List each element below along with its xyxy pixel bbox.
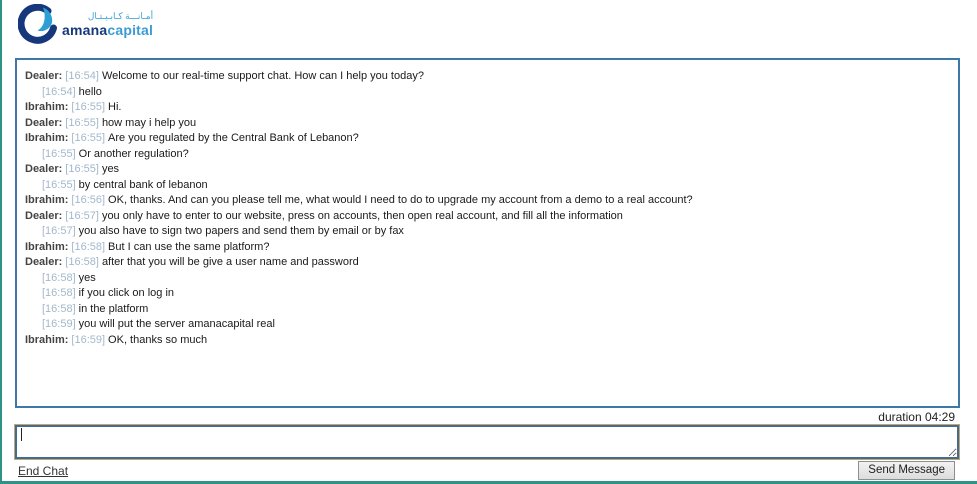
chat-message-line	[42, 224, 950, 240]
end-chat-link[interactable]: End Chat	[18, 464, 69, 478]
message-sender: Ibrahim:	[25, 240, 69, 253]
chat-message-line	[42, 317, 950, 333]
message-text: if you click on log in	[78, 287, 175, 299]
message-timestamp: [16:58]	[42, 287, 76, 299]
chat-message-line	[42, 286, 950, 302]
chat-duration: duration 04:29	[878, 410, 955, 424]
message-timestamp: [16:55]	[42, 178, 76, 191]
message-timestamp: [16:58]	[42, 302, 76, 315]
message-text: you only have to enter to our website, press on accounts, then open real account, and fill all the information	[101, 209, 623, 222]
message-sender: Ibrahim:	[25, 194, 69, 206]
chat-message-line	[25, 131, 950, 147]
chat-message-line	[42, 85, 950, 101]
chat-message-line	[25, 209, 950, 225]
logo-text	[62, 12, 153, 37]
message-timestamp: [16:55]	[65, 163, 99, 175]
message-text: you will put the server amanacapital real	[78, 318, 275, 330]
amana-capital-logo-icon	[18, 4, 58, 44]
message-timestamp: [16:58]	[65, 256, 99, 268]
chat-message-line	[42, 302, 950, 318]
message-text: you also have to sign two papers and send them by email or by fax	[78, 225, 404, 237]
chat-message-line	[25, 162, 950, 178]
message-text: in the platform	[78, 302, 149, 315]
message-text: by central bank of lebanon	[78, 178, 208, 191]
message-timestamp: [16:55]	[42, 147, 76, 160]
chat-log[interactable]	[15, 58, 960, 408]
message-sender: Dealer:	[25, 116, 63, 129]
message-timestamp: [16:55]	[71, 132, 106, 144]
message-sender: Ibrahim:	[25, 132, 69, 144]
message-sender: Dealer:	[25, 209, 63, 222]
message-text: Or another regulation?	[78, 147, 189, 160]
message-timestamp: [16:55]	[71, 101, 106, 113]
chat-message-line	[25, 240, 950, 256]
message-sender: Dealer:	[25, 70, 63, 82]
message-sender: Ibrahim:	[25, 101, 69, 113]
message-timestamp: [16:54]	[65, 70, 99, 82]
chat-message-line	[42, 178, 950, 194]
chat-message-line	[25, 333, 950, 349]
logo-latin-text	[62, 23, 153, 37]
message-timestamp: [16:54]	[42, 85, 76, 98]
message-sender: Dealer:	[25, 256, 63, 268]
message-sender: Dealer:	[25, 163, 63, 175]
logo-brand-primary: amana	[62, 21, 108, 38]
message-timestamp: [16:55]	[65, 116, 99, 129]
header	[18, 4, 153, 44]
message-input[interactable]	[15, 425, 959, 459]
message-timestamp: [16:56]	[71, 194, 106, 206]
chat-message-line	[42, 271, 950, 287]
chat-message-line	[25, 69, 950, 85]
message-timestamp: [16:59]	[42, 318, 76, 330]
message-text: yes	[78, 271, 96, 284]
text-caret	[21, 428, 22, 441]
message-text: Welcome to our real-time support chat. How can I help you today?	[101, 70, 424, 82]
chat-message-line	[42, 147, 950, 163]
message-text: hello	[78, 85, 102, 98]
chat-message-line	[25, 116, 950, 132]
message-text: But I can use the same platform?	[108, 240, 270, 253]
chat-message-line	[25, 255, 950, 271]
chat-message-line	[25, 100, 950, 116]
message-text: Are you regulated by the Central Bank of Lebanon?	[108, 132, 359, 144]
message-sender: Ibrahim:	[25, 333, 69, 346]
chat-message-line	[25, 193, 950, 209]
message-text: Hi.	[108, 101, 122, 113]
message-timestamp: [16:57]	[65, 209, 99, 222]
message-text: yes	[101, 163, 120, 175]
message-timestamp: [16:57]	[42, 225, 76, 237]
logo-arabic-text: أمـانـــة كـابـيـتـال	[87, 10, 154, 21]
message-text: how may i help you	[101, 116, 197, 129]
send-message-button[interactable]: Send Message	[858, 461, 955, 480]
logo-brand-secondary: capital	[107, 21, 154, 38]
message-text: OK, thanks so much	[108, 333, 208, 346]
message-timestamp: [16:59]	[71, 333, 106, 346]
message-timestamp: [16:58]	[42, 271, 76, 284]
message-timestamp: [16:58]	[71, 240, 106, 253]
message-text: after that you will be give a user name and password	[101, 256, 359, 268]
message-text: OK, thanks. And can you please tell me, what would I need to do to upgrade my account from a demo to a real account?	[108, 194, 693, 206]
